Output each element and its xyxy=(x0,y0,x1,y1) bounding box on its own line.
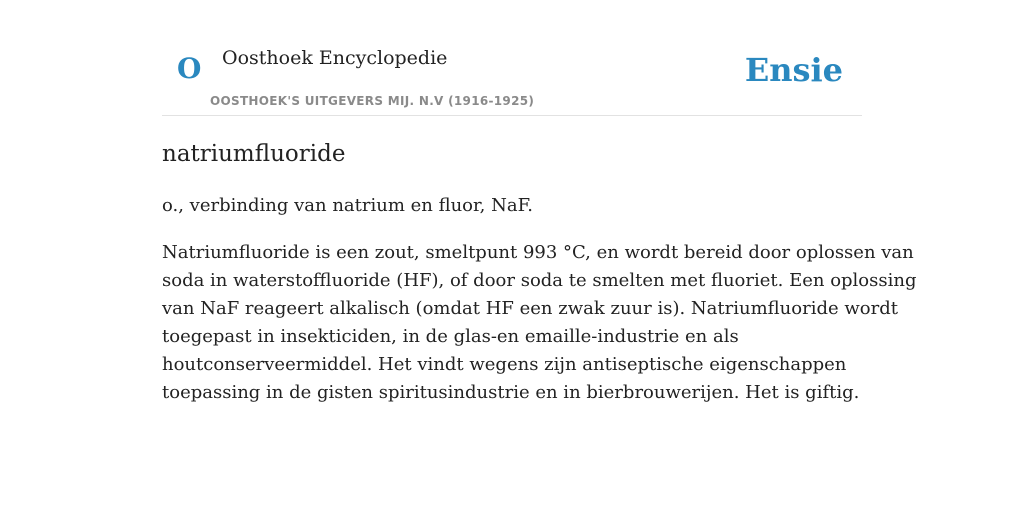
entry-definition: o., verbinding van natrium en fluor, NaF. xyxy=(162,195,533,216)
ensie-logo-link[interactable]: Ensie xyxy=(744,51,843,89)
page-container xyxy=(162,0,917,403)
entry-body-line: toegepast in insekticiden, in de glas-en emaille-industrie en als xyxy=(162,326,739,347)
publisher-label: OOSTHOEK'S UITGEVERS MIJ. N.V (1916-1925) xyxy=(210,94,535,108)
entry-body-line: houtconserveermiddel. Het vindt wegens zijn antiseptische eigenschappen xyxy=(162,354,847,375)
book-logo-link[interactable]: O xyxy=(177,52,202,85)
book-header xyxy=(162,0,862,116)
entry-title: natriumfluoride xyxy=(162,141,346,167)
book-title[interactable]: Oosthoek Encyclopedie xyxy=(222,47,448,69)
entry-body xyxy=(162,239,917,407)
entry-body-line: soda in waterstoffluoride (HF), of door soda te smelten met fluoriet. Een oplossing xyxy=(162,270,917,291)
entry-body-line: Natriumfluoride is een zout, smeltpunt 993 °C, en wordt bereid door oplossen van xyxy=(162,242,914,263)
entry-body-line: van NaF reageert alkalisch (omdat HF een zwak zuur is). Natriumfluoride wordt xyxy=(162,298,898,319)
entry-body-line: toepassing in de gisten spiritusindustrie en in bierbrouwerijen. Het is giftig. xyxy=(162,382,860,403)
